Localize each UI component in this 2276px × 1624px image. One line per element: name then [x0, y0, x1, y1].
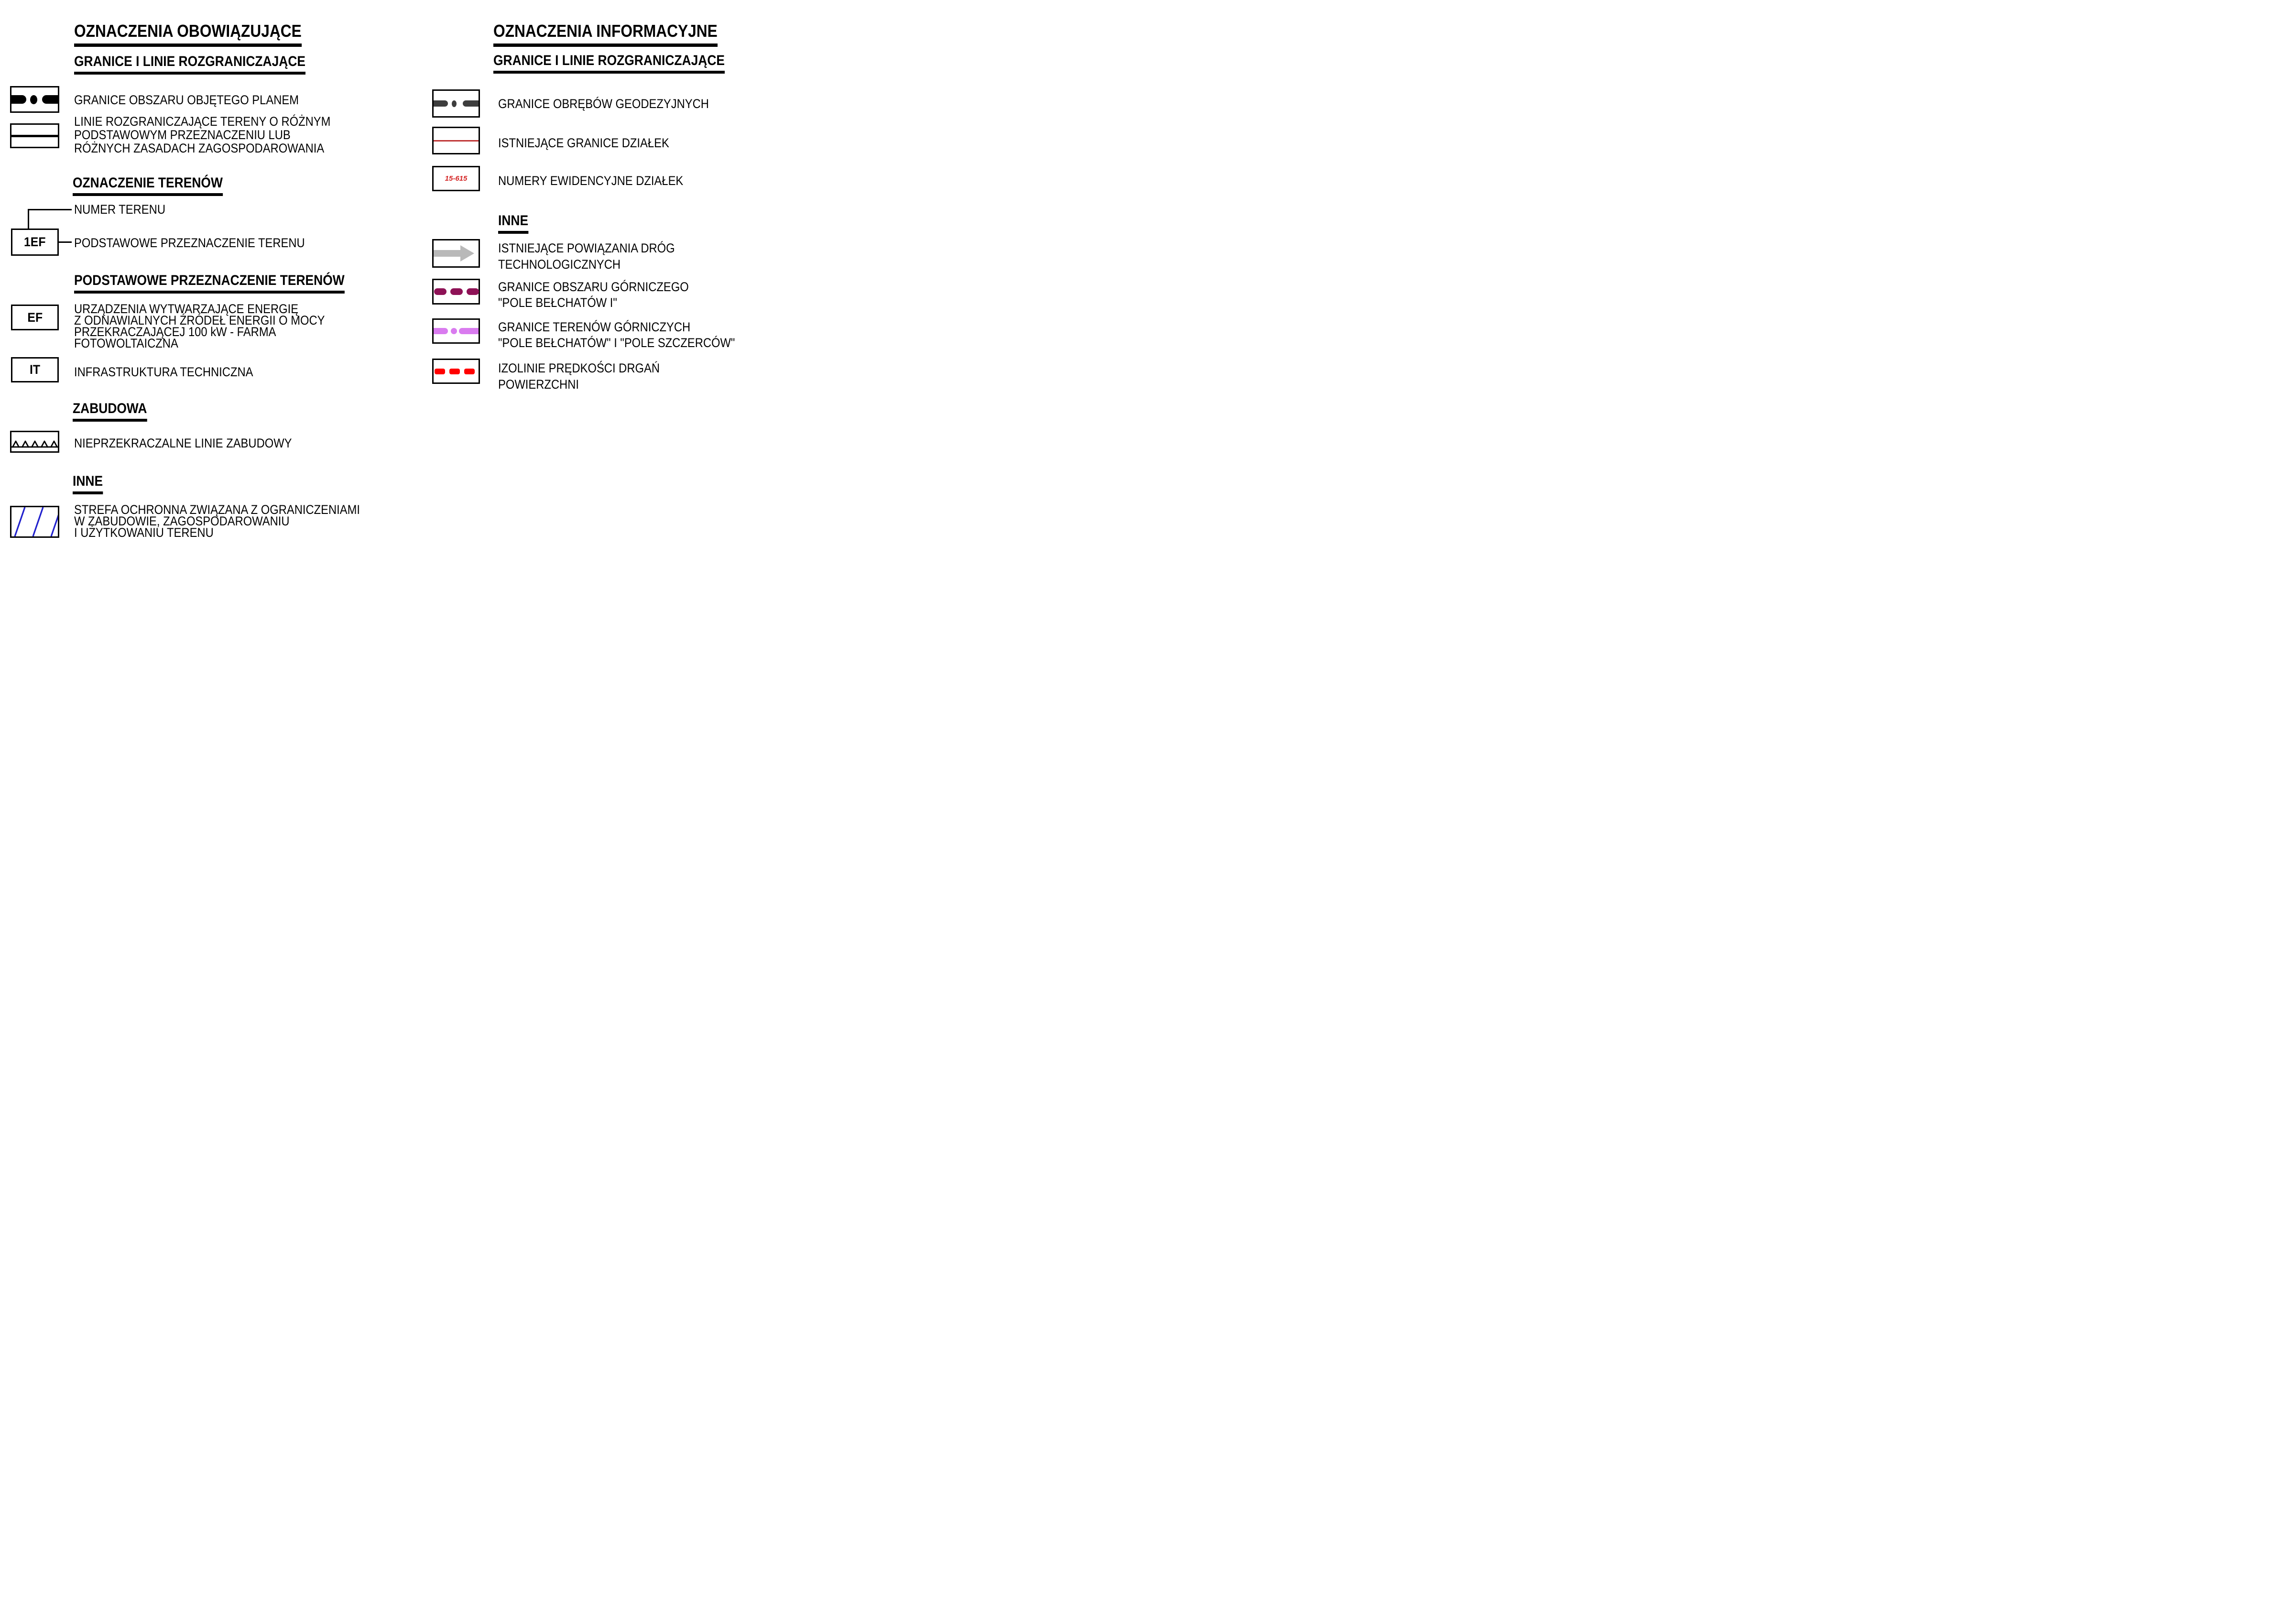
protection-zone-label: STREFA OCHRONNA ZWIĄZANA Z OGRANICZENIAMI W ZABUDOWIE, ZAGOSPODAROWANIU I UŻYTKOWANIU TERENU [74, 502, 360, 540]
dividing-lines-middle-line [11, 135, 58, 137]
geodesy-boundary-label: GRANICE OBRĘBÓW GEODEZYJNYCH [498, 97, 709, 111]
isoline-dash [449, 369, 460, 374]
it-label: INFRASTRUKTURA TECHNICZNA [74, 365, 253, 379]
geodesy-dash [463, 100, 479, 107]
przeznaczenie-terenu-label: PODSTAWOWE PRZEZNACZENIE TERENU [74, 236, 305, 250]
przeznaczenie-leader-line [59, 241, 72, 243]
tech-road-label: ISTNIEJĄCE POWIĄZANIA DRÓG TECHNOLOGICZNYCH [498, 241, 675, 272]
numer-leader-line [28, 209, 72, 210]
ef-code-box: EF [11, 305, 59, 330]
parcel-number-label: NUMERY EWIDENCYJNE DZIAŁEK [498, 174, 684, 188]
protection-zone-symbol-icon [10, 506, 59, 538]
plan-boundary-label: GRANICE OBSZARU OBJĘTEGO PLANEM [74, 93, 299, 107]
map-legend-page [0, 0, 759, 541]
parcel-number-symbol [432, 166, 480, 191]
right-column-title: OZNACZENIA INFORMACYJNE [493, 21, 748, 47]
parcel-boundary-symbol-icon [432, 127, 480, 154]
mining-terrain-dot [451, 328, 457, 334]
left-heading-granice: GRANICE I LINIE ROZGRANICZAJĄCE [74, 54, 337, 75]
ef-label: URZĄDZENIA WYTWARZAJĄCE ENERGIĘ Z ODNAWIALNYCH ŹRÓDEŁ ENERGII O MOCY PRZEKRACZAJĄCEJ 100 kW - FARMA FOTOWOLTAICZNA [74, 302, 325, 350]
mining-terrain-dash [434, 328, 448, 334]
left-heading-zabudowa: ZABUDOWA [73, 401, 157, 422]
building-line-triangles-icon [11, 432, 58, 451]
mining-area-label: GRANICE OBSZARU GÓRNICZEGO "POLE BEŁCHATÓW I" [498, 280, 689, 310]
parcel-boundary-label: ISTNIEJĄCE GRANICE DZIAŁEK [498, 136, 669, 150]
isoline-dash [435, 369, 445, 374]
plan-boundary-dot [30, 95, 37, 104]
mining-area-dash [450, 288, 463, 295]
plan-boundary-symbol-icon [10, 86, 59, 113]
left-heading-przeznaczenie-terenow: PODSTAWOWE PRZEZNACZENIE TERENÓW [74, 272, 381, 294]
arrow-shaft [434, 250, 460, 257]
parcel-number-sample: 15-615 [445, 174, 468, 183]
plan-boundary-dash [11, 95, 26, 104]
geodesy-boundary-symbol-icon [432, 89, 480, 118]
mining-terrain-label: GRANICE TERENÓW GÓRNICZYCH "POLE BEŁCHATÓW" I "POLE SZCZERCÓW" [498, 320, 735, 350]
dividing-lines-label: LINIE ROZGRANICZAJĄCE TERENY O RÓŻNYM PODSTAWOWYM PRZEZNACZENIU LUB RÓŻNYCH ZASADACH ZAGOSPODAROWANIA [74, 114, 331, 155]
right-heading-granice: GRANICE I LINIE ROZGRANICZAJĄCE [493, 53, 756, 74]
blue-hatch-icon [11, 507, 58, 536]
left-column-title: OZNACZENIA OBOWIĄZUJĄCE [74, 21, 333, 47]
geodesy-dot [452, 100, 457, 107]
parcel-boundary-line [434, 140, 479, 142]
area-code-box: 1EF [11, 229, 59, 256]
building-line-symbol-icon [10, 431, 59, 453]
numer-terenu-label: NUMER TERENU [74, 202, 165, 217]
mining-area-dash [434, 288, 446, 295]
mining-terrain-dash [459, 328, 479, 334]
isoline-dash [464, 369, 475, 374]
geodesy-dash [434, 100, 448, 107]
mining-area-dash [467, 288, 479, 295]
left-heading-oznaczenie-terenow: OZNACZENIE TERENÓW [73, 175, 243, 196]
vibration-isoline-symbol-icon [432, 359, 480, 384]
vibration-isoline-label: IZOLINIE PRĘDKOŚCI DRGAŃ POWIERZCHNI [498, 361, 660, 392]
dividing-lines-symbol-icon [10, 123, 59, 148]
plan-boundary-dash [42, 95, 58, 104]
mining-area-symbol-icon [432, 279, 480, 305]
left-heading-inne: INNE [73, 473, 107, 494]
right-heading-inne: INNE [498, 213, 533, 234]
arrow-head-icon [460, 245, 474, 262]
building-line-label: NIEPRZEKRACZALNE LINIE ZABUDOWY [74, 436, 292, 450]
mining-terrain-symbol-icon [432, 318, 480, 344]
tech-road-symbol-icon [432, 239, 480, 268]
it-code-box: IT [11, 357, 59, 382]
